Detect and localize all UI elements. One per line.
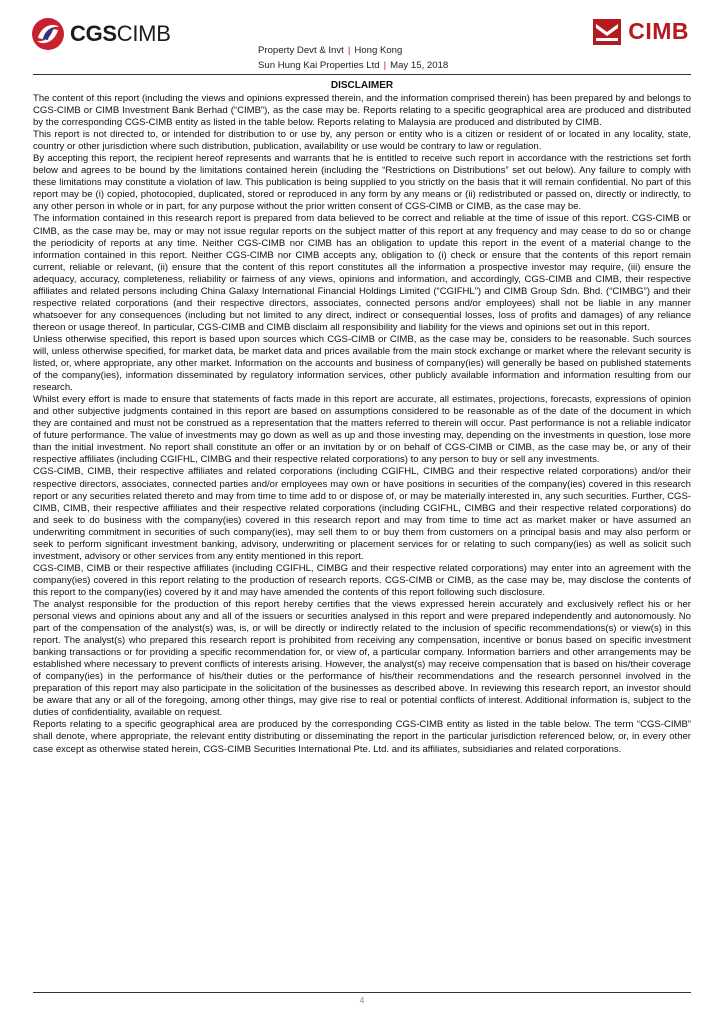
disclaimer-paragraph: Unless otherwise specified, this report is based upon sources which CGS-CIMB or CIMB, as the case may be, considers to be reasonable. Such sources will, unless otherwise specified, for market data, be market data and prices available from the main stock exchange or market where the relevant security is listed, or, where appropriate, any other market. Information on the accounts and business of company(ies) will generally be based on published statements of the company(ies), information disseminated by regulatory information services, other publicly available information and information resulting from our research. — [33, 333, 691, 394]
company-label: Sun Hung Kai Properties Ltd — [258, 60, 380, 71]
sector-label: Property Devt & Invt — [258, 45, 344, 56]
disclaimer-paragraph: Reports relating to a specific geographical area are produced by the corresponding CGS-CIMB entity as listed in the table below. The term “CGS-CIMB” shall denote, where appropriate, the relevant entity distributing or disseminating the report in the particular jurisdiction referenced below, or, in every other case except as otherwise stated herein, CGS-CIMB Securities International Pte. Ltd. and its affiliates, subsidiaries and related corporations. — [33, 719, 691, 755]
header-separator: | — [383, 60, 387, 71]
region-label: Hong Kong — [354, 45, 403, 56]
disclaimer-paragraph: CGS-CIMB, CIMB, their respective affiliates and related corporations (including CGIFHL, CIMBG and their respective related corporations) and/or their respective directors, associates, connected parties and/or employees may own or have positions in securities of the company(ies) covered in this research report or any securities related thereto and may from time to time add to or dispose of, or may be materially interested in, any such securities. Further, CGS-CIMB, CIMB, their respective affiliates and their respective related corporations (including CGIFHL, CIMBG and their respective related corporations) do and seek to do business with the company(ies) covered in this research report and may from time to time act as market maker or have assumed an underwriting commitment in securities of such company(ies), may sell them to or buy them from customers on a principal basis and may also perform or seek to perform significant investment banking, advisory, underwriting or placement services for or relating to such company(ies) as well as solicit such investment, advisory or other services from any entity mentioned in this report. — [33, 466, 691, 562]
disclaimer-paragraph: By accepting this report, the recipient hereof represents and warrants that he is entitled to receive such report in accordance with the restrictions set forth below and agrees to be bound by the limitations contained herein (including the “Restrictions on Distributions” set out below). Any failure to comply with these limitations may constitute a violation of law. This publication is being supplied to you strictly on the basis that it will remain confidential. No part of this report may be (i) copied, photocopied, duplicated, stored or reproduced in any form by any means or (ii) redistributed or passed on, directly or indirectly, to any other person in whole or in part, for any purpose without the prior written consent of CGS-CIMB or CIMB, as the case may be. — [33, 153, 691, 213]
cimb-wordmark: CIMB — [628, 18, 689, 44]
report-date: May 15, 2018 — [390, 60, 449, 71]
sector-line — [258, 43, 448, 58]
header-separator: | — [347, 45, 351, 56]
cgs-swoosh-icon — [31, 17, 65, 51]
disclaimer-section — [33, 79, 691, 756]
header-divider — [33, 74, 691, 75]
disclaimer-paragraph: The information contained in this research report is prepared from data believed to be correct and reliable at the time of issue of this report. CGS-CIMB or CIMB, as the case may be, may or may not issue regular reports on the subject matter of this report at any frequency and may cease to do so or change the periodicity of reports at any time. Neither CGS-CIMB nor CIMB has an obligation to update this report in the event of a material change to the information contained in this report. Neither CGS-CIMB nor CIMB accepts any, obligation to (i) check or ensure that the contents of this report remain current, reliable or relevant, (ii) ensure that the content of this report constitutes all the information a prospective investor may require, (iii) ensure the adequacy, accuracy, completeness, reliability or fairness of any views, opinions and information, and accordingly, CGS-CIMB and CIMB, their respective affiliates and related persons including China Galaxy International Financial Holdings Limited (“CGIFHL”) and CIMB Group Sdn. Bhd. (“CIMBG”) and their respective related corporations (and their respective directors, associates, connected persons and/or employees) shall not be liable in any manner whatsoever for any consequences (including but not limited to any direct, indirect or consequential losses, loss of profits and damages) of any reliance thereon or usage thereof. In particular, CGS-CIMB and CIMB disclaim all responsibility and liability for the views and opinions set out in this report. — [33, 213, 691, 333]
cgs-cimb-wordmark: CGSCIMB — [70, 21, 171, 46]
page-number: 4 — [359, 996, 365, 1005]
disclaimer-paragraph: Whilst every effort is made to ensure that statements of facts made in this report are accurate, all estimates, projections, forecasts, expressions of opinion and other subjective judgments contained in this report are based on assumptions considered to be reasonable as of the date of the document in which they are contained and must not be construed as a representation that the matters referred to therein will occur. Past performance is not a reliable indicator of future performance. The value of investments may go down as well as up and those investing may, depending on the investments in question, lose more than the initial investment. No report shall constitute an offer or an invitation by or on behalf of CGS-CIMB or CIMB, as the case may be, or any of their respective affiliates (including CGIFHL, CIMBG and their respective related corporations) to any person to buy or sell any investments. — [33, 394, 691, 466]
cimb-chevron-icon — [593, 19, 621, 45]
report-header-meta — [258, 43, 448, 73]
footer-divider — [33, 992, 691, 993]
disclaimer-paragraph: This report is not directed to, or intended for distribution to or use by, any person or entity who is a citizen or resident of or located in any locality, state, country or other jurisdiction where such distribution, publication, availability or use would be contrary to law or regulation. — [33, 129, 691, 153]
disclaimer-paragraph: CGS-CIMB, CIMB or their respective affiliates (including CGIFHL, CIMBG and their respective related corporations) may enter into an agreement with the company(ies) covered in this report relating to the production of research reports. CGS-CIMB or CIMB, as the case may be, may disclose the contents of this report to the company(ies) covered by it and may have amended the contents of this report following such disclosure. — [33, 562, 691, 598]
cimb-logo — [593, 18, 689, 45]
cgs-cimb-logo — [31, 14, 171, 54]
disclaimer-paragraph: The content of this report (including the views and opinions expressed therein, and the information comprised therein) has been prepared by and belongs to CGS-CIMB or CIMB Investment Bank Berhad (“CIMB”), as the case may be. Reports relating to a specific geographical area are produced and distributed by the corresponding CGS-CIMB entity as listed in the table below. Reports relating to Malaysia are produced and distributed by CIMB. — [33, 93, 691, 129]
disclaimer-title: DISCLAIMER — [330, 80, 394, 91]
company-line — [258, 58, 448, 73]
disclaimer-paragraph: The analyst responsible for the production of this report hereby certifies that the views expressed herein accurately and exclusively reflect his or her personal views and opinions about any and all of the issuers or securities analysed in this report and were prepared independently and autonomously. No part of the compensation of the analyst(s) was, is, or will be directly or indirectly related to the inclusion of specific recommendations(s) or view(s) in this report. The analyst(s) who prepared this research report is prohibited from receiving any compensation, incentive or bonus based on specific investment banking transactions or for providing a specific recommendation for, or view of, a particular company. Information barriers and other arrangements may be established where necessary to prevent conflicts of interests arising. However, the analyst(s) may receive compensation that is based on his/their coverage of company(ies) in the performance of his/their duties or the performance of his/their recommendations and the research personnel involved in the preparation of this report may also participate in the solicitation of the businesses as described above. In reviewing this research report, an investor should be aware that any or all of the foregoing, among other things, may give rise to real or potential conflicts of interest. Additional information is, subject to the duties of confidentiality, available on request. — [33, 598, 691, 719]
